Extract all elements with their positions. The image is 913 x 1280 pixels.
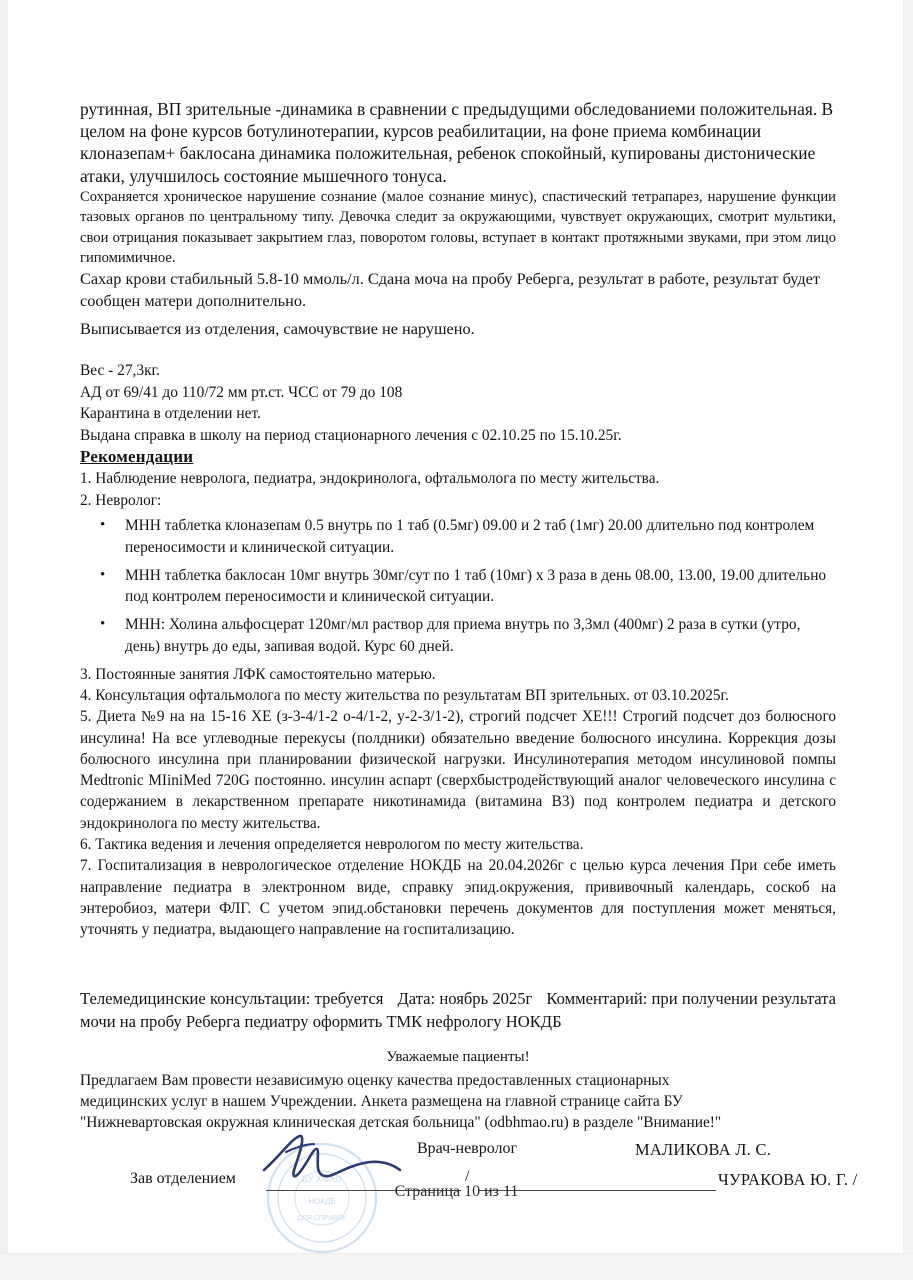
telemedicine-comment: Комментарий: при <box>546 988 678 1008</box>
vitals-weight: Вес - 27,3кг. <box>80 361 160 379</box>
telemedicine-comment-continued: получении результата мочи на пробу Реберга педиатру оформить ТМК нефрологу НОКДБ <box>80 988 836 1031</box>
notice-line-1: Предлагаем Вам провести независимую оценку качества предоставленных стационарных <box>80 1071 670 1089</box>
page-footer: Страница 10 из 11 <box>394 1183 519 1200</box>
medication-text: МНН: Холина альфосцерат 120мг/мл раствор для приема внутрь по 3,3мл (400мг) 2 раза в сутки (утро, день) внутрь до еды, запивая водой. Курс 60 дней. <box>125 616 801 655</box>
scan-edge-left <box>0 0 8 1280</box>
signature-row-neurologist <box>80 1140 836 1166</box>
scan-edge-right <box>903 0 913 1280</box>
telemedicine-date: Дата: ноябрь 2025г <box>397 988 533 1008</box>
vitals-quarantine: Карантина в отделении нет. <box>80 405 261 423</box>
paragraph-lead: рутинная, ВП зрительные -динамика в сравнении с предыдущими обследованиеми положительная. В целом на фоне курсов ботулинотерапии, курсов реабилитации, на фоне приема комбинации клоназепам+ баклосана динамика положительная, ребенок спокойный, купированы дистонические атаки, улучшилось состояние мышечного тонуса. <box>80 99 834 186</box>
recommendation-item-5: 5. Диета №9 на на 15-16 ХЕ (з-3-4/1-2 о-4/1-2, у-2-3/1-2), строгий подсчет ХЕ!!! Строгий подсчет доз болюсного инсулина! На все углеводные перекусы (полдники) обязательно введение болюсного инсулина. Коррекция дозы болюсного инсулина при планировании физической нагрузки. Инсулинотерапия методом инсулиновой помпы Medtronic MIiniMed 720G постоянно. инсулин аспарт (сверхбыстродействующий аналог человеческого инсулина с содержанием в лекарственном препарате никотинамида (витамина В3) под контролем педиатра и детского эндокринолога по месту жительства. <box>80 708 836 832</box>
bullet-icon: • <box>100 516 106 533</box>
recommendation-item-6: 6. Тактика ведения и лечения определяется неврологом по месту жительства. <box>80 836 584 854</box>
medication-text: МНН таблетка баклосан 10мг внутрь 30мг/сут по 1 таб (10мг) х 3 раза в день 08.00, 13.00, 19.00 длительно под контролем переносимости и клинической ситуации. <box>125 566 827 606</box>
recommendation-item-4: 4. Консультация офтальмолога по месту жительства по результатам ВП зрительных. от 03.10.2025г. <box>80 686 729 704</box>
spacer <box>80 941 836 987</box>
bullet-icon: • <box>100 566 106 583</box>
telemedicine-required: Телемедицинские консультации: требуется <box>80 988 384 1008</box>
recommendations-heading: Рекомендации <box>80 447 194 467</box>
recommendation-item-1: 1. Наблюдение невролога, педиатра, эндокринолога, офтальмолога по месту жительства. <box>80 470 660 488</box>
list-item <box>80 565 836 609</box>
medication-text: МНН таблетка клоназепам 0.5 внутрь по 1 таб (0.5мг) 09.00 и 2 таб (1мг) 20.00 длительно под контролем переносимости и клинической ситуации. <box>125 516 815 556</box>
bullet-icon: • <box>100 616 106 633</box>
medication-list <box>80 515 836 658</box>
list-item <box>80 515 836 559</box>
recommendation-item-3: 3. Постоянные занятия ЛФК самостоятельно матерью. <box>80 665 436 683</box>
recommendation-item-2-label: 2. Невролог: <box>80 491 162 509</box>
neurologist-role-label: Врач-невролог <box>417 1139 518 1157</box>
spacer <box>80 1033 836 1047</box>
neurologist-name: МАЛИКОВА Л. С. <box>635 1139 772 1159</box>
signature-separator: / <box>465 1167 470 1185</box>
head-of-department-name: ЧУРАКОВА Ю. Г. / <box>718 1169 858 1189</box>
notice-line-3: "Нижневартовская окружная клиническая детская больница" (odbhmao.ru) в разделе "Внимание!" <box>80 1114 722 1132</box>
vitals-blood-pressure: АД от 69/41 до 110/72 мм рт.ст. ЧСС от 79 до 108 <box>80 383 403 401</box>
discharge-statement: Выписывается из отделения, самочувствие не нарушено. <box>80 319 475 339</box>
recommendation-item-7: 7. Госпитализация в неврологическое отделение НОКДБ на 20.04.2026г с целью курса лечения При себе иметь направление педиатра в электронном виде, справку эпид.окружения, прививочный календарь, соскоб на энтеробиоз, матери ФЛГ. С учетом эпид.обстановки перечень документов для поступления может меняться, уточнять у педиатра, выдающего направление на госпитализацию. <box>80 857 836 939</box>
spacer <box>80 340 836 360</box>
notice-line-2: медицинских услуг в нашем Учреждении. Анкета размещена на главной странице сайта БУ <box>80 1092 683 1110</box>
svg-text:БУ ХМАО: БУ ХМАО <box>301 1173 343 1184</box>
telemedicine-block <box>80 987 836 1033</box>
notice-title: Уважаемые пациенты! <box>386 1048 530 1065</box>
svg-text:НОКДБ: НОКДБ <box>308 1196 336 1206</box>
scan-edge-bottom <box>0 1253 913 1280</box>
paragraph-status: Сохраняется хроническое нарушение сознание (малое сознание минус), спастический тетрапарез, нарушение функции тазовых органов по центральному типу. Девочка следит за окружающими, чувствует окружающих, смотрит мультики, свои отрицания показывает закрытием глаз, поворотом головы, вступает в контакт протяжными звуками, при этом лицо гипомимичное. <box>80 188 836 267</box>
svg-text:ДЛЯ СПРАВОК: ДЛЯ СПРАВОК <box>297 1214 347 1222</box>
list-item <box>80 614 836 658</box>
paragraph-blood-sugar: Сахар крови стабильный 5.8-10 ммоль/л. Сдана моча на пробу Реберга, результат в работе, результат будет сообщен матери дополнительно. <box>80 269 821 310</box>
head-of-department-label: Зав отделением <box>130 1169 236 1187</box>
vitals-school-certificate: Выдана справка в школу на период стационарного лечения с 02.10.25 по 15.10.25г. <box>80 426 622 444</box>
document-content <box>80 98 858 1222</box>
